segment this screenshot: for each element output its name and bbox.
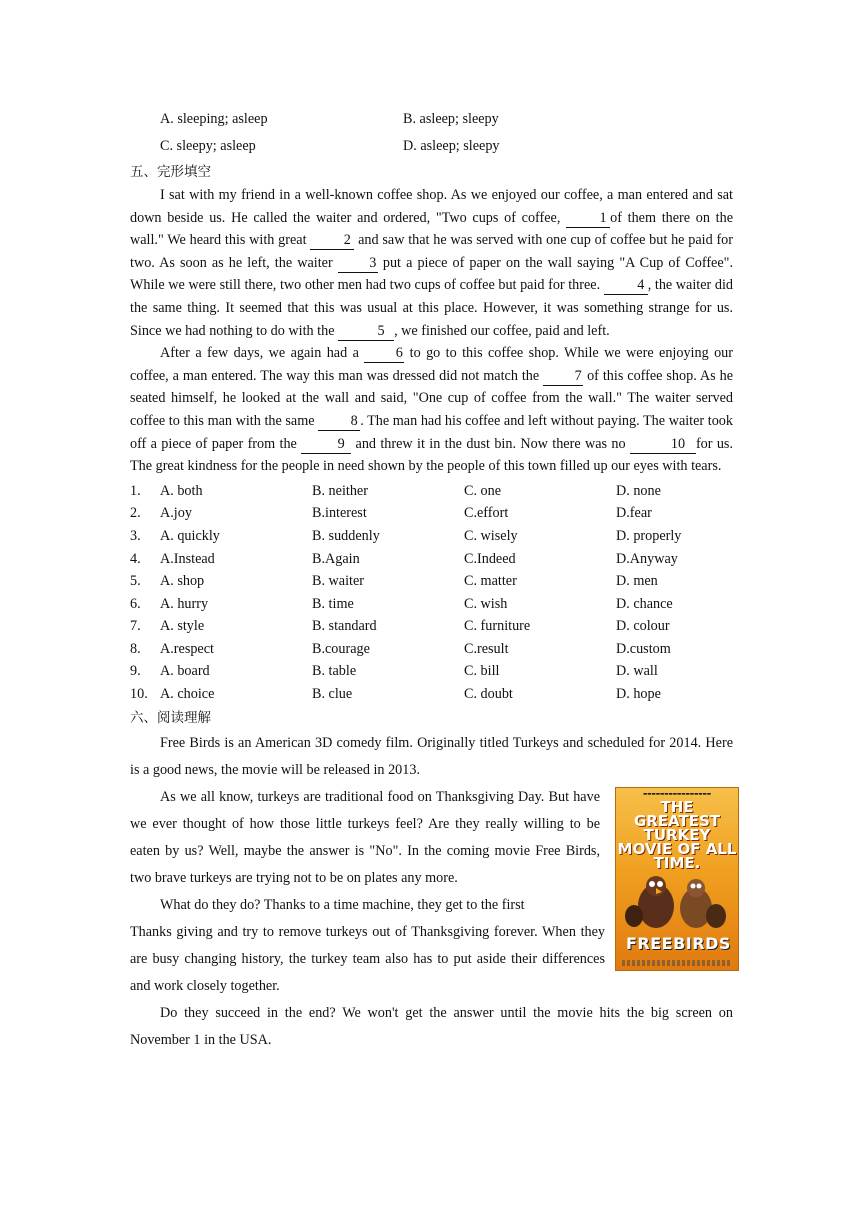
cloze-paragraph-2 <box>130 342 733 478</box>
option-number: 1. <box>130 482 141 499</box>
option-number: 9. <box>130 663 141 680</box>
option-b: B. suddenly <box>312 527 380 544</box>
option-c: C. doubt <box>464 686 513 703</box>
text-run: I sat with my friend in a well-known coffee shop. As we enjoyed our coffee, a man entered and sat down beside us. He called the waiter and ordered, "Two cups of coffee, <box>130 187 733 226</box>
prev-options-row-2 <box>130 133 733 160</box>
poster-logo: FREEBIRDS <box>626 933 731 953</box>
option-d: D. asleep; sleepy <box>403 138 500 154</box>
text-run: of them there on the wall." We heard this with great <box>130 209 734 249</box>
option-number: 4. <box>130 550 141 567</box>
blank-5: 5 <box>338 323 394 341</box>
reading-paragraph-1: Free Birds is an American 3D comedy film. Originally titled Turkeys and scheduled for 2014. Here is a good news, the movie will be released in 2013. <box>130 734 733 778</box>
option-b: B. clue <box>312 686 353 703</box>
text-run: and threw it in the dust bin. Now there was no <box>351 435 630 452</box>
option-number: 10. <box>130 686 148 703</box>
option-c: C. matter <box>464 573 517 590</box>
option-row <box>130 615 733 638</box>
option-row <box>130 548 733 571</box>
option-b: B.interest <box>312 505 367 522</box>
blank-10: 10 <box>630 436 696 454</box>
option-row <box>130 593 733 616</box>
option-b: B.Again <box>312 550 360 567</box>
option-d: D. properly <box>616 527 682 544</box>
option-number: 8. <box>130 640 141 657</box>
text-run: and saw that he was served with one cup of coffee but he paid for two. As soon as he left, the waiter <box>130 232 733 271</box>
section-cloze-title: 五、完形填空 <box>130 164 211 180</box>
cloze-paragraph-1 <box>130 184 733 342</box>
text-run: , we finished our coffee, paid and left. <box>394 322 610 339</box>
text-run: put a piece of paper on the wall saying "A Cup of Coffee". While we were still there, two other men had two cups of coffee but paid for three. <box>130 254 733 294</box>
option-c: C. wish <box>464 595 508 612</box>
option-c: C. bill <box>464 663 500 680</box>
option-b: B. waiter <box>312 573 365 590</box>
poster-bottom-credits <box>622 960 732 966</box>
option-c: C.Indeed <box>464 550 516 567</box>
option-c: C.effort <box>464 505 509 522</box>
option-d: D. chance <box>616 595 673 612</box>
movie-poster-image <box>615 787 739 971</box>
blank-4: 4 <box>604 277 648 295</box>
poster-top-credits: ▬▬▬▬▬▬▬▬▬▬▬▬▬▬▬▬ <box>642 791 712 797</box>
blank-1: 1 <box>566 210 610 228</box>
option-row <box>130 683 733 706</box>
text-run: , the waiter did the same thing. It seemed that this was usual at this place. However, it was something strange for us. Since we had nothing to do with the <box>130 277 733 339</box>
turkey-characters-icon <box>616 864 739 934</box>
blank-2: 2 <box>310 232 354 250</box>
option-number: 6. <box>130 595 141 612</box>
option-a: A. sleeping; asleep <box>160 111 268 127</box>
option-number: 5. <box>130 573 141 590</box>
section-reading-title: 六、阅读理解 <box>130 709 211 726</box>
option-b: B.courage <box>312 640 370 657</box>
reading-wrap-area <box>130 784 737 1000</box>
option-a: A. board <box>160 663 210 680</box>
option-row <box>130 638 733 661</box>
option-b: B. table <box>312 663 357 680</box>
prev-options-row-1 <box>130 106 733 133</box>
option-d: D. men <box>616 573 658 590</box>
option-d: D. hope <box>616 686 661 703</box>
option-c: C. one <box>464 482 502 499</box>
option-a: A. quickly <box>160 527 220 544</box>
option-row <box>130 502 733 525</box>
blank-3: 3 <box>338 255 378 273</box>
option-a: A.joy <box>160 505 192 522</box>
poster-headline: THE GREATEST TURKEY MOVIE OF ALL TIME. <box>617 797 737 872</box>
option-d: D. wall <box>616 663 658 680</box>
reading-paragraph-2: As we all know, turkeys are traditional food on Thanksgiving Day. But have we ever thought of how those little turkeys feel? Are they really willing to be eaten by us? Well, maybe the answer is "No". In the coming movie Free Birds, two brave turkeys are trying not to be on plates any more. <box>130 788 600 886</box>
text-run: for us. The great kindness for the people in need shown by the people of this town filled up our eyes with tears. <box>130 435 733 475</box>
option-a: A.respect <box>160 640 214 657</box>
option-a: A. style <box>160 618 205 635</box>
option-row <box>130 660 733 683</box>
option-a: A. shop <box>160 573 205 590</box>
cloze-options-list <box>130 480 733 706</box>
option-a: A. choice <box>160 686 215 703</box>
option-a: A.Instead <box>160 550 215 567</box>
blank-7: 7 <box>543 368 583 386</box>
text-run: After a few days, we again had a <box>160 345 365 362</box>
option-b: B. standard <box>312 618 377 635</box>
text-run: . The man had his coffee and left without paying. The waiter took off a piece of paper from the <box>130 412 733 452</box>
text-run: to go to this coffee shop. While we were enjoying our coffee, a man entered. The way this man was dressed did not match the <box>130 345 733 384</box>
option-d: D.fear <box>616 505 652 522</box>
option-c: C.result <box>464 640 509 657</box>
option-row <box>130 525 733 548</box>
option-a: A. both <box>160 482 203 499</box>
option-number: 7. <box>130 618 141 635</box>
option-c: C. furniture <box>464 618 531 635</box>
reading-paragraph-4: Do they succeed in the end? We won't get the answer until the movie hits the big screen on November 1 in the USA. <box>130 1004 733 1048</box>
option-number: 2. <box>130 505 141 522</box>
text-run: of this coffee shop. As he seated himself, he looked at the wall and said, "One cup of coffee from the wall." The waiter served coffee to this man with the same <box>130 367 733 429</box>
blank-9: 9 <box>301 436 351 454</box>
option-row <box>130 480 733 503</box>
option-d: D.custom <box>616 640 671 657</box>
option-d: D. none <box>616 482 661 499</box>
option-c: C. wisely <box>464 527 518 544</box>
reading-paragraph-3-start: What do they do? Thanks to a time machine, they get to the first <box>160 896 525 913</box>
option-b: B. neither <box>312 482 368 499</box>
option-row <box>130 570 733 593</box>
blank-6: 6 <box>364 345 404 363</box>
document-page <box>130 106 737 1054</box>
option-c: C. sleepy; asleep <box>160 138 256 154</box>
option-b: B. asleep; sleepy <box>403 111 499 127</box>
option-a: A. hurry <box>160 595 209 612</box>
blank-8: 8 <box>318 413 360 431</box>
reading-paragraph-3-rest: Thanks giving and try to remove turkeys out of Thanksgiving forever. When they are busy changing history, the turkey team also has to put aside their differences and work closely together. <box>130 923 605 994</box>
option-d: D.Anyway <box>616 550 678 567</box>
option-number: 3. <box>130 527 141 544</box>
option-b: B. time <box>312 595 354 612</box>
option-d: D. colour <box>616 618 670 635</box>
